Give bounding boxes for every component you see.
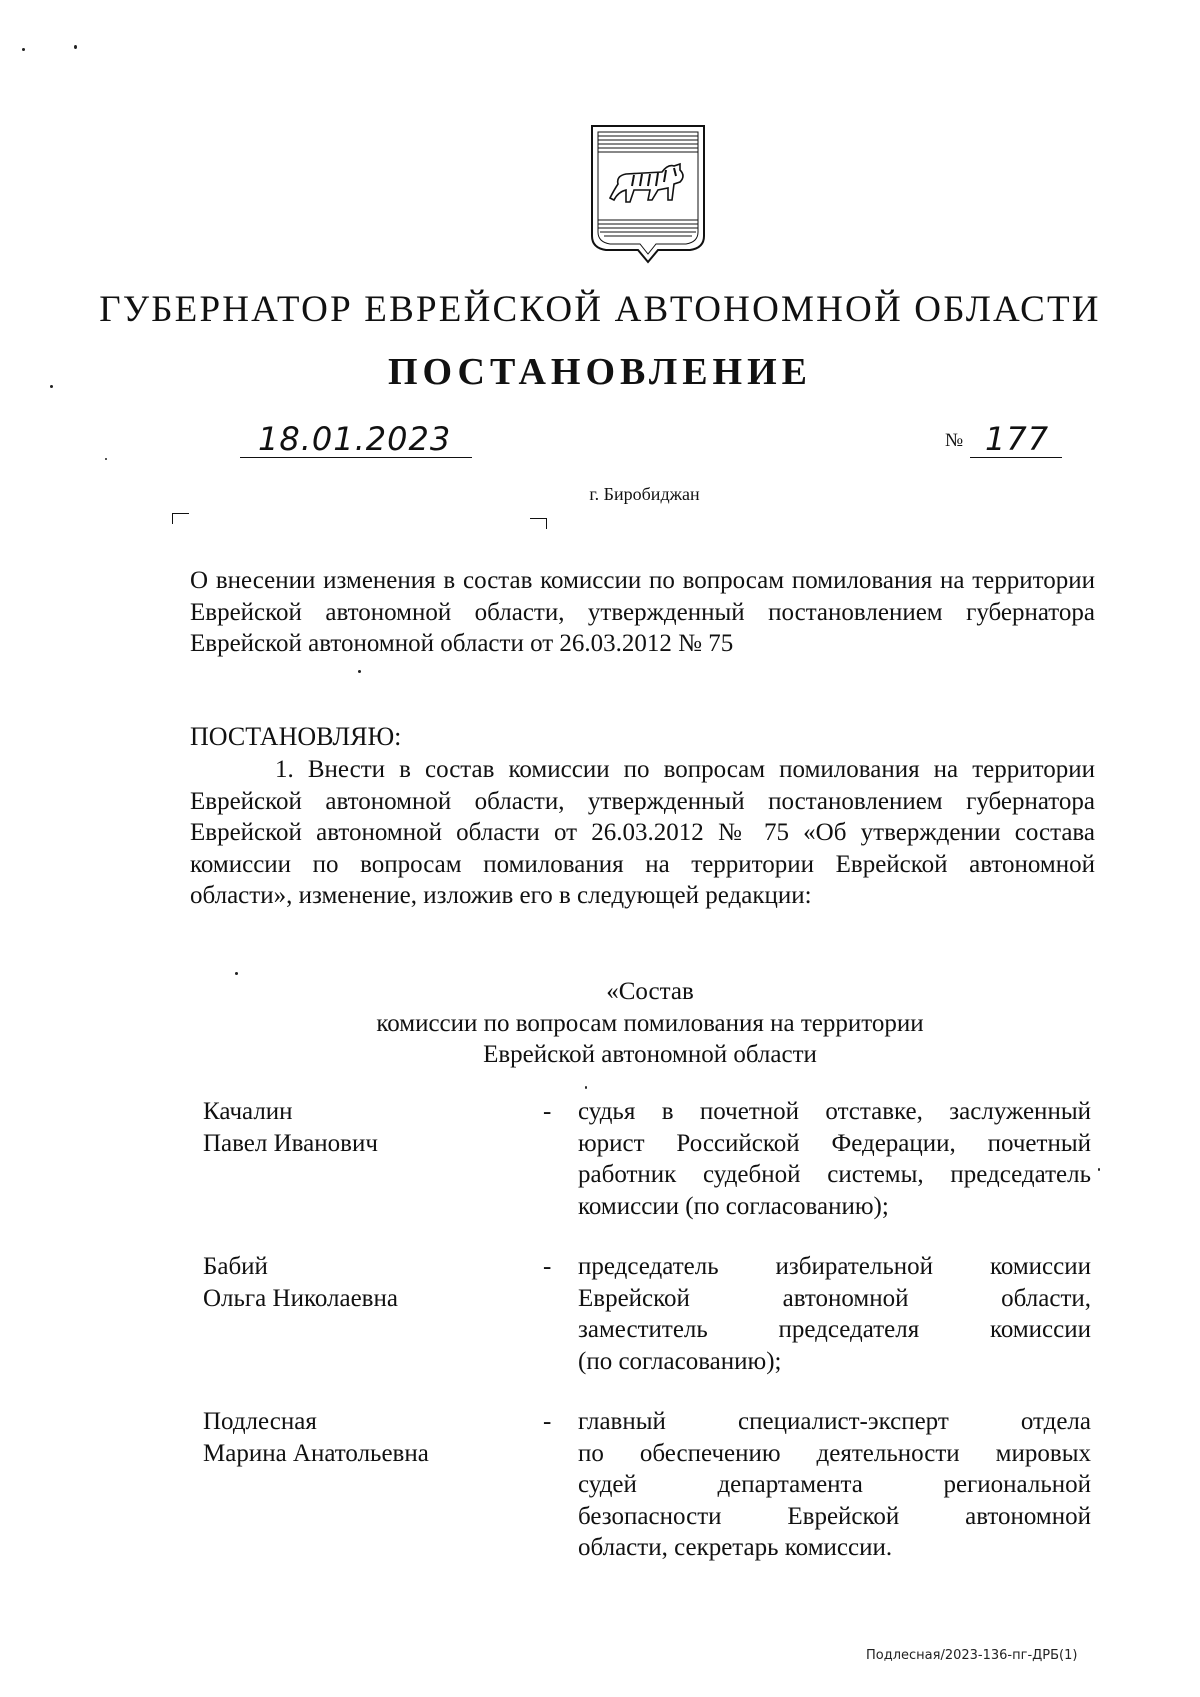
scan-speck bbox=[1098, 1168, 1100, 1171]
member-description bbox=[578, 1251, 1091, 1377]
scan-speck bbox=[585, 1086, 587, 1089]
member-name bbox=[203, 1406, 533, 1469]
member-dash: - bbox=[543, 1408, 552, 1435]
description-line: по обеспечению деятельности мировых bbox=[578, 1439, 1091, 1467]
city-name: г. Биробиджан bbox=[589, 484, 700, 504]
number-sign: № bbox=[945, 430, 964, 451]
decree-word: ПОСТАНОВЛЯЮ: bbox=[190, 722, 402, 751]
member-given-names: Ольга Николаевна bbox=[203, 1284, 398, 1312]
scan-speck bbox=[235, 972, 238, 975]
footer-reference: Подлесная/2023-136-пг-ДРБ(1) bbox=[866, 1648, 1078, 1663]
description-line: судья в почетной отставке, заслуженный bbox=[578, 1098, 1091, 1125]
composition-title-line-2: комиссии по вопросам помилования на территории bbox=[376, 1009, 924, 1037]
document-date: 18.01.2023 bbox=[258, 420, 452, 458]
authority-heading: ГУБЕРНАТОР ЕВРЕЙСКОЙ АВТОНОМНОЙ ОБЛАСТИ bbox=[99, 289, 1101, 330]
member-name bbox=[203, 1096, 533, 1159]
decree-item-1-text: 1. Внести в состав комиссии по вопросам помилования на территории Еврейской автономной области, утвержденный постановлением губернатора Еврейской автономной области от 26.03.2012 № 75 «Об утверждении состава комиссии по вопросам помилования на территории Еврейской автономной области», изменение, изложив его в следующей редакции: bbox=[190, 756, 1095, 910]
description-line: председатель избирательной комиссии bbox=[578, 1253, 1091, 1280]
member-surname: Бабий bbox=[203, 1253, 268, 1280]
member-description bbox=[578, 1406, 1091, 1564]
decree-item-1 bbox=[190, 754, 1095, 912]
member-given-names: Марина Анатольевна bbox=[203, 1439, 429, 1467]
scan-speck bbox=[105, 458, 107, 460]
description-line: судей департамента региональной bbox=[578, 1471, 1091, 1499]
scan-speck bbox=[22, 48, 25, 51]
scan-speck bbox=[358, 670, 361, 673]
subject-corner-left bbox=[172, 513, 189, 524]
subject-corner-right bbox=[530, 518, 547, 529]
member-name bbox=[203, 1251, 533, 1314]
member-surname: Подлесная bbox=[203, 1408, 317, 1435]
document-type-title: ПОСТАНОВЛЕНИЕ bbox=[387, 351, 813, 393]
description-line: работник судебной системы, председатель bbox=[578, 1161, 1091, 1189]
description-line: юрист Российской Федерации, почетный bbox=[578, 1129, 1091, 1157]
composition-title bbox=[300, 976, 1000, 1071]
description-line: (по согласованию); bbox=[578, 1347, 782, 1375]
member-surname: Качалин bbox=[203, 1098, 293, 1125]
composition-title-line-3: Еврейской автономной области bbox=[483, 1041, 817, 1069]
description-line: Еврейской автономной области, bbox=[578, 1284, 1091, 1312]
composition-title-line-1: «Состав bbox=[606, 978, 694, 1005]
description-line: безопасности Еврейской автономной bbox=[578, 1502, 1091, 1530]
description-line: главный специалист-эксперт отдела bbox=[578, 1408, 1091, 1435]
description-line: заместитель председателя комиссии bbox=[578, 1316, 1091, 1344]
coat-of-arms-emblem bbox=[588, 124, 708, 264]
document-subject: О внесении изменения в состав комиссии по вопросам помилования на территории Еврейской автономной области, утвержденный постановлением губернатора Еврейской автономной области от 26.03.2012 № 75 bbox=[190, 567, 1095, 658]
scan-speck bbox=[74, 45, 77, 49]
member-description bbox=[578, 1096, 1091, 1222]
member-dash: - bbox=[543, 1253, 552, 1280]
member-dash: - bbox=[543, 1098, 552, 1125]
description-line: комиссии (по согласованию); bbox=[578, 1192, 889, 1220]
document-number: 177 bbox=[985, 420, 1050, 458]
description-line: области, секретарь комиссии. bbox=[578, 1534, 893, 1562]
member-given-names: Павел Иванович bbox=[203, 1129, 378, 1157]
